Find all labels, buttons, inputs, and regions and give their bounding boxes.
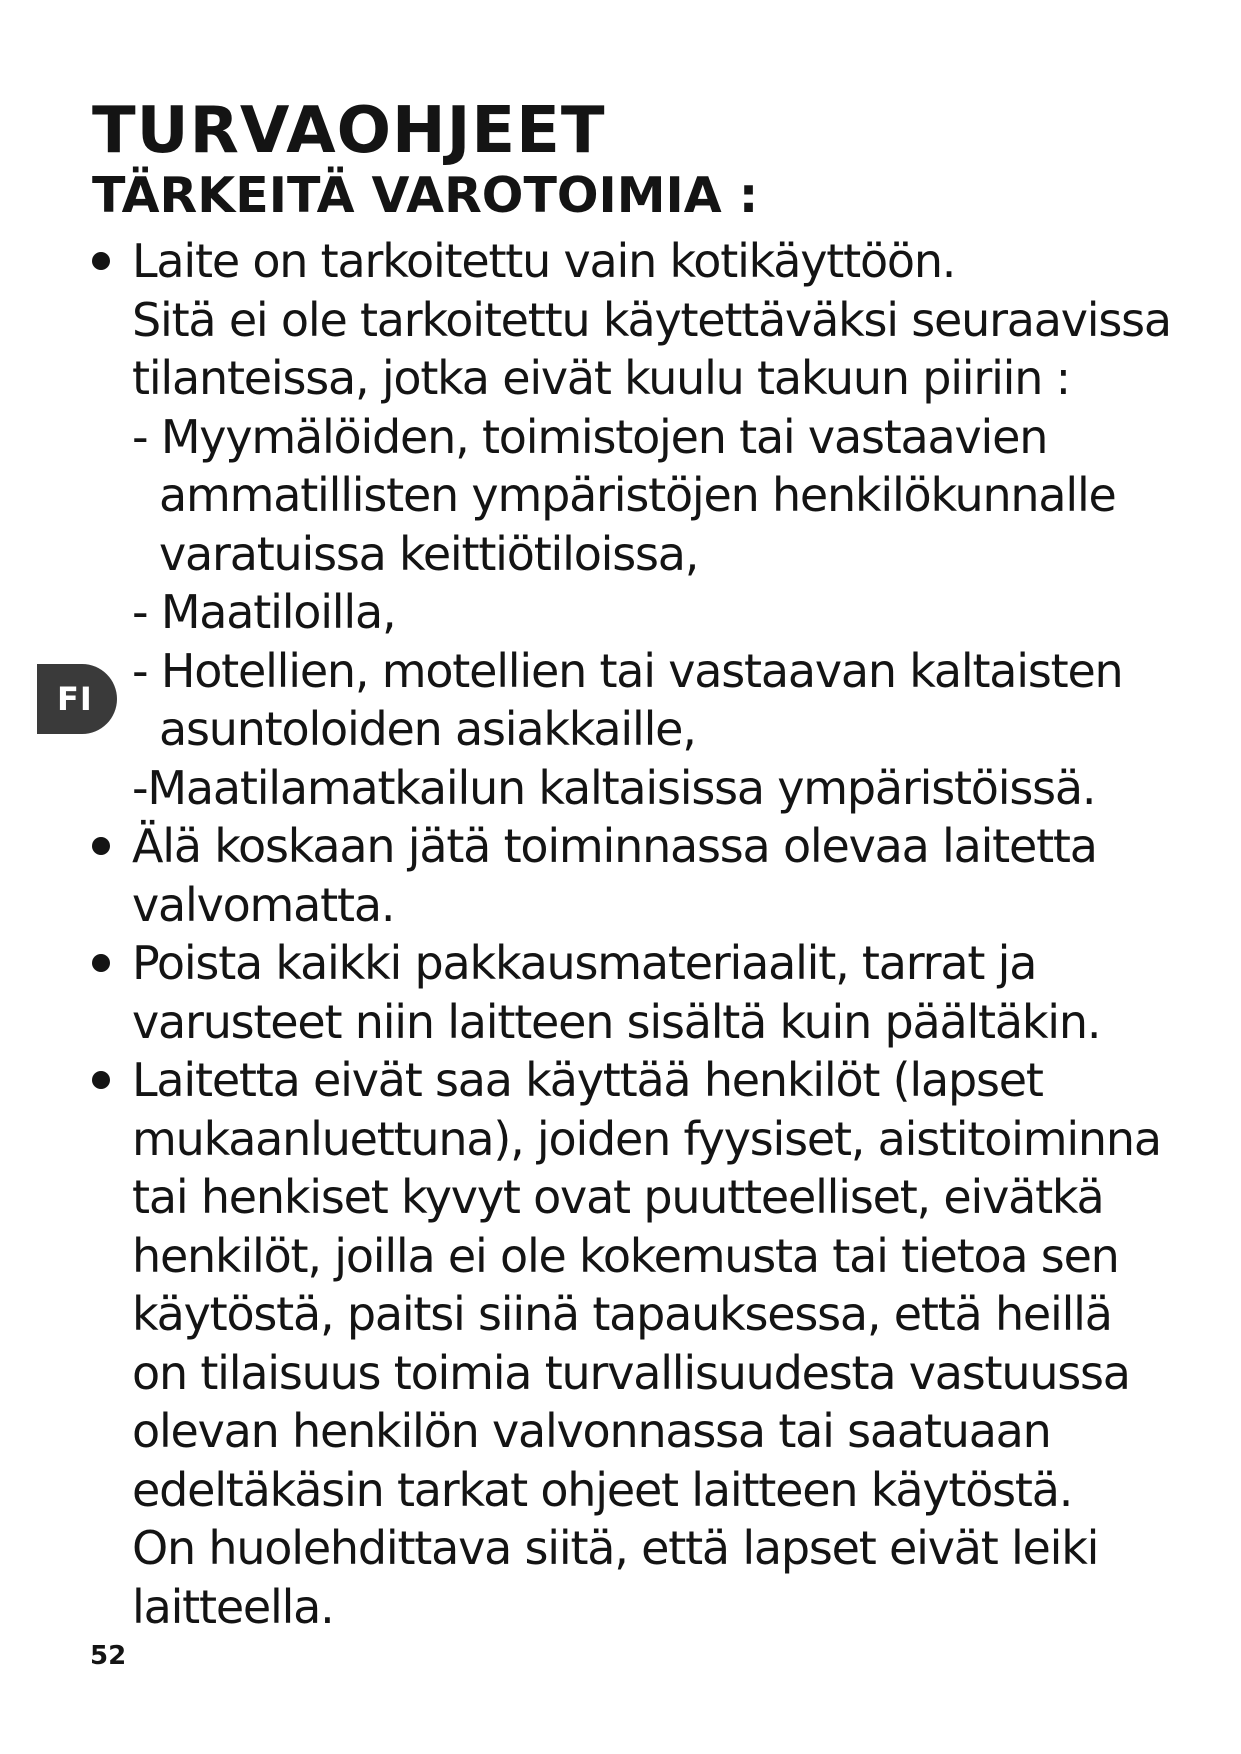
sub-item-line bbox=[92, 642, 1212, 701]
bullet-icon bbox=[92, 252, 110, 270]
line-text: olevan henkilön valvonnassa tai saatuaan bbox=[132, 1404, 1051, 1458]
line-text: -Maatilamatkailun kaltaisissa ympäristöissä. bbox=[132, 760, 1096, 815]
list-item-line bbox=[92, 1110, 1212, 1169]
line-text: varatuissa keittiötiloissa, bbox=[159, 526, 699, 581]
list-item-line bbox=[92, 993, 1212, 1052]
bullet-icon bbox=[92, 954, 110, 972]
line-text: tai henkiset kyvyt ovat puutteelliset, eivätkä bbox=[132, 1170, 1104, 1224]
line-text: asuntoloiden asiakkaille, bbox=[159, 702, 696, 756]
list-item-line bbox=[92, 817, 1212, 876]
list-item-line bbox=[92, 232, 1212, 291]
list-item-line bbox=[92, 349, 1212, 408]
safety-instructions bbox=[92, 232, 1212, 1636]
bullet-icon bbox=[92, 837, 110, 855]
bullet-icon bbox=[92, 1071, 110, 1089]
list-item-line bbox=[92, 1168, 1212, 1227]
list-item-line bbox=[92, 1051, 1212, 1110]
list-item-line bbox=[92, 1344, 1212, 1403]
line-text: Laitetta eivät saa käyttää henkilöt (lapset bbox=[132, 1053, 1043, 1107]
line-text: on tilaisuus toimia turvallisuudesta vastuussa bbox=[132, 1345, 1130, 1400]
section-subtitle: TÄRKEITÄ VAROTOIMIA : bbox=[92, 167, 759, 224]
line-text: mukaanluettuna), joiden fyysiset, aistitoiminna bbox=[132, 1111, 1161, 1166]
line-text: edeltäkäsin tarkat ohjeet laitteen käytöstä. bbox=[132, 1462, 1073, 1517]
line-text: On huolehdittava siitä, että lapset eivät leiki bbox=[132, 1521, 1099, 1575]
line-text: laitteella. bbox=[132, 1579, 334, 1634]
line-text: Sitä ei ole tarkoitettu käytettäväksi seuraavissa bbox=[132, 292, 1171, 347]
line-text: varusteet niin laitteen sisältä kuin päältäkin. bbox=[132, 994, 1101, 1049]
page-title: TURVAOHJEET bbox=[92, 94, 606, 168]
line-text: - Hotellien, motellien tai vastaavan kaltaisten bbox=[132, 643, 1123, 698]
language-tab: FI bbox=[37, 664, 117, 734]
list-item-line bbox=[92, 876, 1212, 935]
line-text: Älä koskaan jätä toiminnassa olevaa laitetta bbox=[132, 819, 1097, 873]
list-item-line bbox=[92, 1461, 1212, 1520]
sub-item-line bbox=[92, 466, 1212, 525]
page-number: 52 bbox=[90, 1641, 127, 1671]
list-item-line bbox=[92, 934, 1212, 993]
list-item-line bbox=[92, 291, 1212, 350]
line-text: käytöstä, paitsi siinä tapauksessa, että heillä bbox=[132, 1287, 1112, 1341]
list-item-line bbox=[92, 1578, 1212, 1637]
list-item-line bbox=[92, 1285, 1212, 1344]
list-item-line bbox=[92, 1402, 1212, 1461]
line-text: - Maatiloilla, bbox=[132, 585, 396, 639]
sub-item-line bbox=[92, 700, 1212, 759]
line-text: tilanteissa, jotka eivät kuulu takuun piiriin : bbox=[132, 351, 1070, 405]
list-item-line bbox=[92, 1519, 1212, 1578]
sub-item-line bbox=[92, 759, 1212, 818]
line-text: ammatillisten ympäristöjen henkilökunnalle bbox=[159, 468, 1116, 522]
line-text: - Myymälöiden, toimistojen tai vastaavien bbox=[132, 409, 1048, 464]
line-text: henkilöt, joilla ei ole kokemusta tai tietoa sen bbox=[132, 1228, 1119, 1283]
line-text: Laite on tarkoitettu vain kotikäyttöön. bbox=[132, 234, 956, 288]
sub-item-line bbox=[92, 583, 1212, 642]
line-text: Poista kaikki pakkausmateriaalit, tarrat ja bbox=[132, 936, 1037, 990]
sub-item-line bbox=[92, 408, 1212, 467]
line-text: valvomatta. bbox=[132, 877, 395, 932]
list-item-line bbox=[92, 1227, 1212, 1286]
sub-item-line bbox=[92, 525, 1212, 584]
